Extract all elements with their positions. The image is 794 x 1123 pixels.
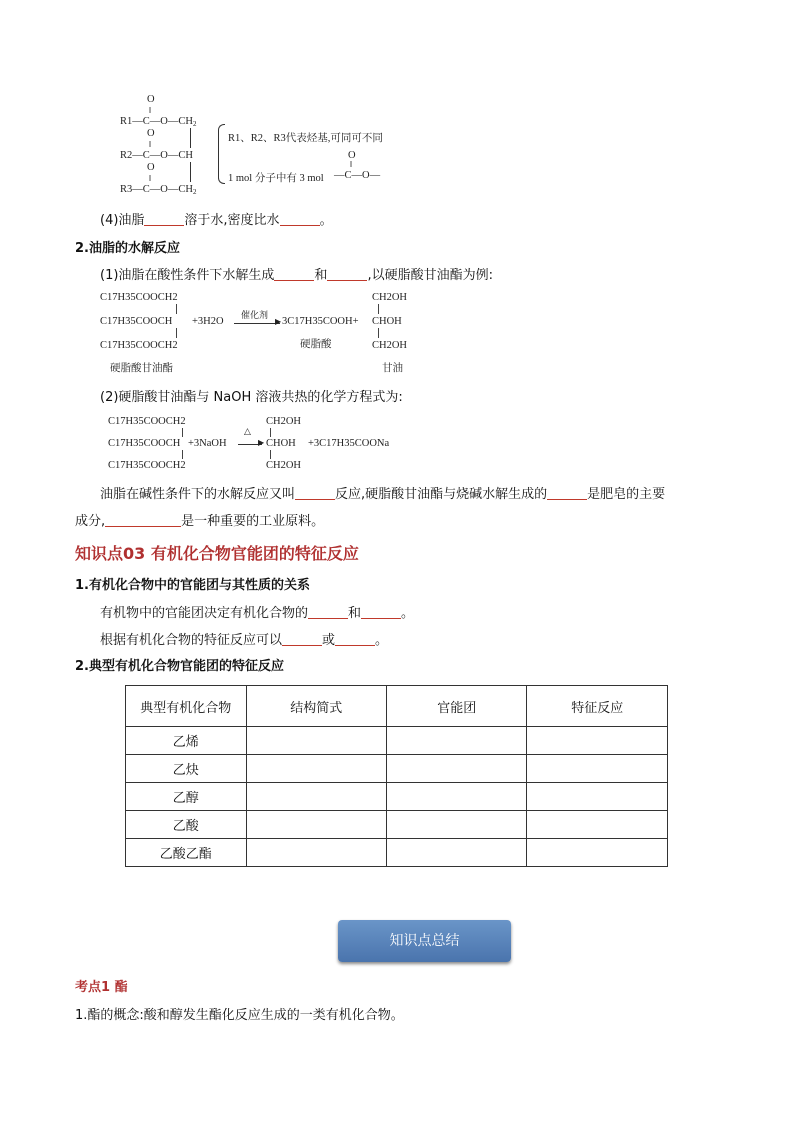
table-header: 典型有机化合物	[126, 686, 247, 727]
compound-name: 乙炔	[126, 755, 247, 783]
table-row	[126, 783, 668, 811]
table-cell[interactable]	[527, 839, 668, 867]
compound-name: 乙烯	[126, 727, 247, 755]
carbonyl-o-2: O	[147, 128, 155, 139]
table-cell[interactable]	[387, 755, 527, 783]
table-cell[interactable]	[527, 811, 668, 839]
item-4: (4)油脂 溶于水,密度比水 。	[100, 213, 333, 228]
table-header: 官能团	[387, 686, 527, 727]
table-header: 结构简式	[246, 686, 386, 727]
blank-input[interactable]	[361, 604, 401, 619]
functional-group-table	[125, 685, 668, 867]
compound-name: 乙酸乙酯	[126, 839, 247, 867]
note-mol: 1 mol 分子中有 3 mol	[228, 173, 324, 184]
acid-hydrolysis-equation: C17H35COOCH2 C17H35COOCH C17H35COOCH2 +3H2O 催化剂 ▶ 3C17H35COOH+ CH2OH CHOH CH2OH 硬脂酸甘油酯 硬脂酸 甘油	[100, 292, 408, 374]
table-cell[interactable]	[246, 839, 386, 867]
saponification-paragraph-2: 成分, 是一种重要的工业原料。	[75, 514, 325, 529]
blank-input[interactable]	[280, 211, 320, 226]
blank-input[interactable]	[282, 631, 322, 646]
blank-input[interactable]	[335, 631, 375, 646]
ester-row-2: R2—C—O—CH	[120, 150, 193, 161]
knowledge-summary-button[interactable]: 知识点总结	[338, 920, 511, 962]
carbonyl-o-1: O	[147, 94, 155, 105]
ester-definition: 1.酯的概念:酸和醇发生酯化反应生成的一类有机化合物。	[75, 1008, 404, 1023]
section-2b-title: 2.典型有机化合物官能团的特征反应	[75, 659, 284, 674]
table-cell[interactable]	[387, 727, 527, 755]
blank-input[interactable]	[547, 485, 587, 500]
table-cell[interactable]	[387, 839, 527, 867]
carbonyl-o-3: O	[147, 162, 155, 173]
ester-row-1: $R1—C—O—CH_2$	[120, 116, 197, 128]
table-cell[interactable]	[246, 727, 386, 755]
blank-input[interactable]	[144, 211, 184, 226]
knowledge-point-heading: 知识点03 有机化合物官能团的特征反应	[75, 544, 359, 563]
table-cell[interactable]	[246, 755, 386, 783]
table-cell[interactable]	[527, 727, 668, 755]
blank-input[interactable]	[295, 485, 335, 500]
table-cell[interactable]	[527, 783, 668, 811]
relation-line-2: 根据有机化合物的特征反应可以 或 。	[100, 633, 389, 648]
table-row	[126, 727, 668, 755]
blank-input[interactable]	[308, 604, 348, 619]
table-row	[126, 811, 668, 839]
table-cell[interactable]	[387, 811, 527, 839]
saponification-paragraph: 油脂在碱性条件下的水解反应又叫 反应,硬脂酸甘油酯与烧碱水解生成的 是肥皂的主要	[100, 487, 666, 502]
section-2-title: 2.油脂的水解反应	[75, 241, 180, 256]
relation-line-1: 有机物中的官能团决定有机化合物的 和 。	[100, 606, 415, 621]
table-cell[interactable]	[246, 811, 386, 839]
table-cell[interactable]	[387, 783, 527, 811]
blank-input[interactable]	[327, 266, 367, 281]
sub-item-1: (1)油脂在酸性条件下水解生成 和 ,以硬脂酸甘油酯为例:	[100, 268, 493, 283]
note-r-groups: R1、R2、R3代表烃基,可同可不同	[228, 133, 383, 144]
compound-name: 乙酸	[126, 811, 247, 839]
saponification-equation: C17H35COOCH2 C17H35COOCH C17H35COOCH2 +3NaOH △ ▶ CH2OH CHOH CH2OH +3C17H35COONa	[108, 416, 390, 471]
note-ester-group: —C—O—	[334, 170, 381, 181]
table-row	[126, 839, 668, 867]
sub-item-2: (2)硬脂酸甘油酯与 NaOH 溶液共热的化学方程式为:	[100, 390, 403, 405]
blank-input[interactable]	[274, 266, 314, 281]
table-header: 特征反应	[527, 686, 668, 727]
table-header-row	[126, 686, 668, 727]
table-cell[interactable]	[246, 783, 386, 811]
triglyceride-structure: O ‖ $R1—C—O—CH_2$ O ‖ R2—C—O—CH O ‖ $R3—C—O—CH_2$ R1、R2、R3代表烃基,可同可不同 1 mol 分子中有 3 mol O ‖ —C—O—	[120, 94, 383, 196]
table-cell[interactable]	[527, 755, 668, 783]
ester-row-3: $R3—C—O—CH_2$	[120, 184, 197, 196]
brace	[218, 124, 225, 184]
exam-point-heading: 考点1 酯	[75, 980, 128, 995]
blank-input[interactable]	[105, 512, 181, 527]
compound-name: 乙醇	[126, 783, 247, 811]
section-1-title: 1.有机化合物中的官能团与其性质的关系	[75, 578, 310, 593]
table-row	[126, 755, 668, 783]
